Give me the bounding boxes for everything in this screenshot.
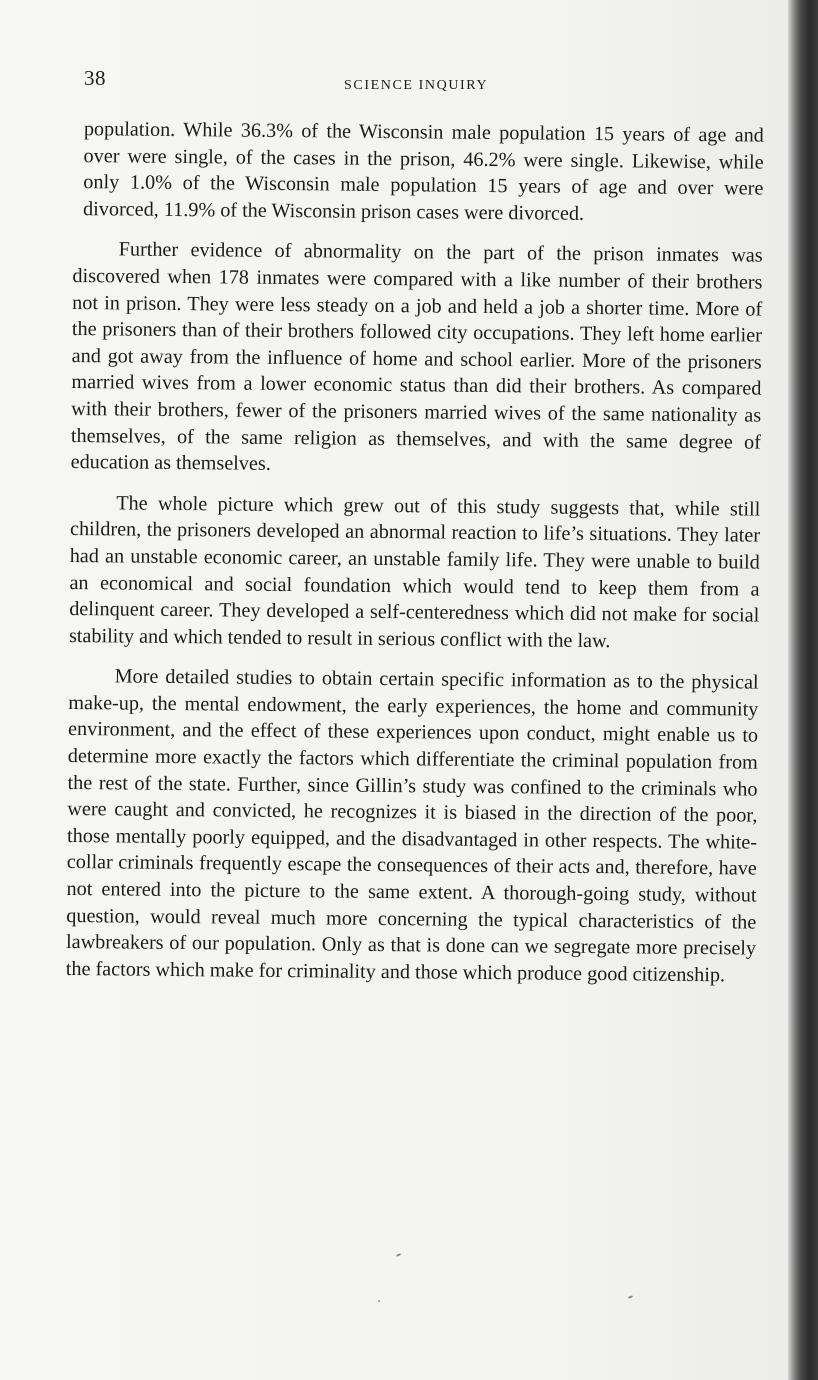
paragraph-4: More detailed studies to obtain certain specific information as to the physical make-up, the mental endowment, the early experiences, the home and community environment, and the effect of these experiences upon conduct, might enable us to determine more exactly the factors which differentiate the criminal population from the rest of the state. Further, since Gillin’s study was confined to the criminals who were caught and convicted, he recognizes it is biased in the direction of the poor, those mentally poorly equipped, and the disadvantaged in other respects. The white-collar criminals frequently escape the consequences of their acts and, therefore, have not entered into the picture to the same extent. A thorough-going study, without question, would reveal much more concerning the typical characteristics of the lawbreakers of our population. Only as that is done can we segregate more precisely the factors which make for criminality and those which produce good citizenship. <box>65 665 759 987</box>
paragraph-1: population. While 36.3% of the Wisconsin male population 15 years of age and over were single, of the cases in the prison, 46.2% were single. Likewise, while only 1.0% of the Wisconsin male population 15 years of age and over were divorced, 11.9% of the Wisconsin prison cases were divorced. <box>83 118 764 225</box>
scan-speck <box>378 1300 380 1302</box>
book-spine-shadow <box>788 0 818 1380</box>
scan-speck <box>628 1295 633 1299</box>
scan-speck <box>396 1253 401 1257</box>
running-title: SCIENCE INQUIRY <box>344 78 489 93</box>
paragraph-2: Further evidence of abnormality on the part of the prison inmates was discovered when 178 inmates were compared with a like number of their brothers not in prison. They were less steady on a job and held a job a shorter time. More of the prisoners than of their brothers followed city occupations. They left home earlier and got away from the influence of home and school earlier. More of the prisoners married wives from a lower economic status than did their brothers. As compared with their brothers, fewer of the prisoners married wives of the same nationality as themselves, of the same religion as themselves, and with the same degree of education as themselves. <box>70 238 763 476</box>
body-text <box>66 116 764 1003</box>
running-head <box>84 66 764 102</box>
paragraph-3: The whole picture which grew out of this study suggests that, while still children, the prisoners developed an abnormal reaction to life’s situations. They later had an unstable economic career, an unstable family life. They were unable to build an economical and social foundation which would tend to keep them from a delinquent career. They developed a self-centeredness which did not make for social stability and which tended to result in serious conflict with the law. <box>68 492 761 652</box>
page-number: 38 <box>84 66 106 90</box>
